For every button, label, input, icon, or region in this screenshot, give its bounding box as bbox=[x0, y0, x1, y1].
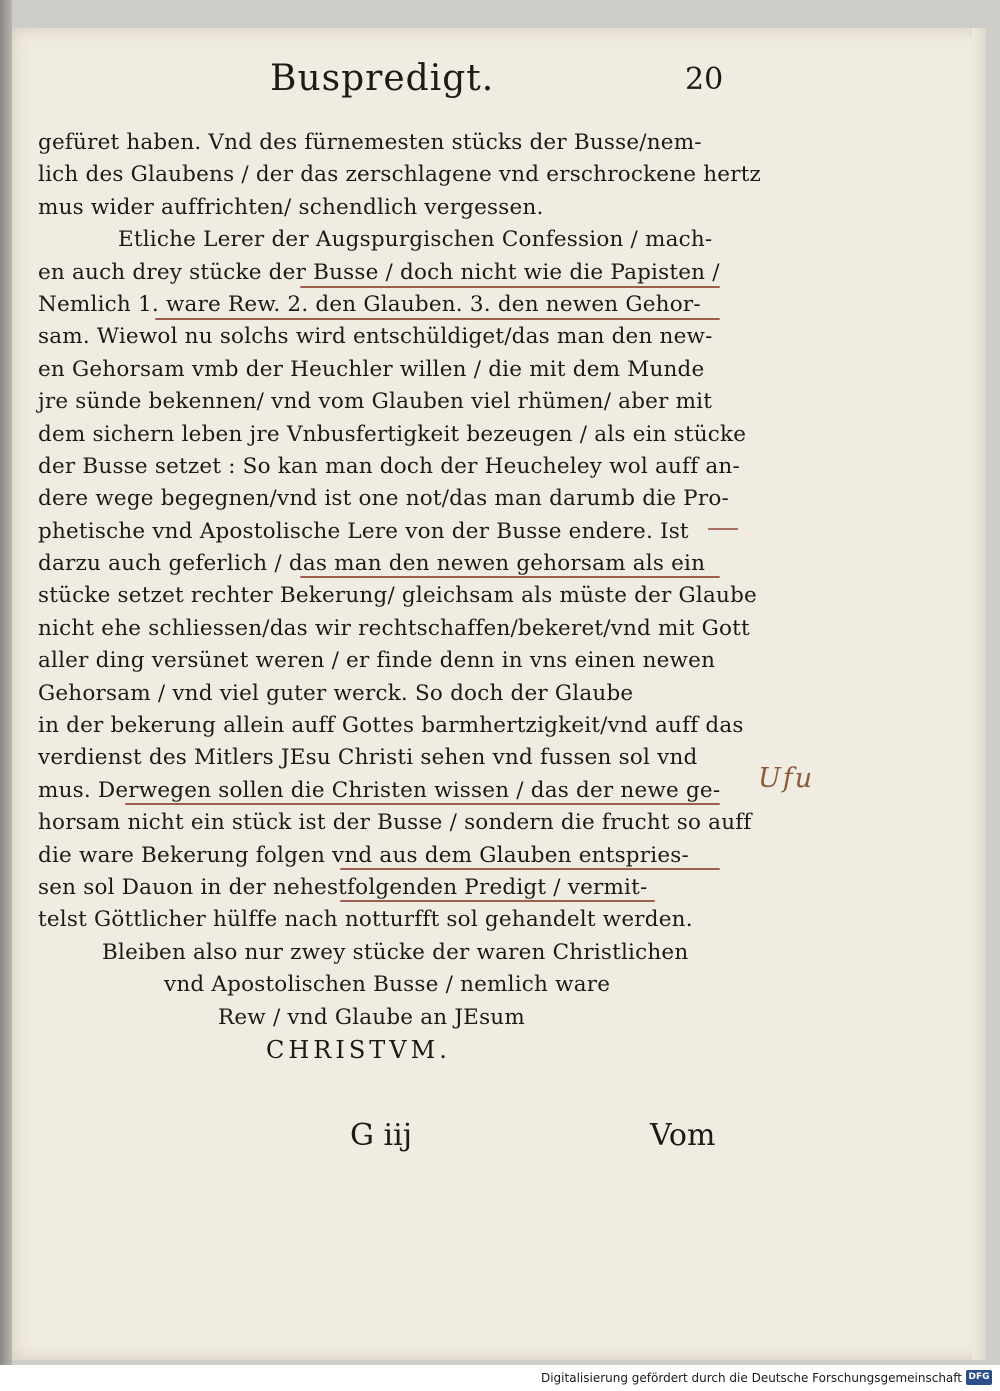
page-edge-shadow bbox=[972, 28, 986, 1360]
text-line: gefüret haben. Vnd des fürnemesten stücks der Busse/nem- bbox=[38, 130, 702, 155]
funding-credit: Digitalisierung gefördert durch die Deutsche Forschungsgemeinschaft bbox=[540, 1371, 962, 1385]
text-line: lich des Glaubens / der das zerschlagene vnd erschrockene hertz bbox=[38, 162, 762, 188]
page-number: 20 bbox=[685, 62, 724, 97]
footer-bar bbox=[0, 1365, 1000, 1391]
text-line: CHRISTVM. bbox=[266, 1035, 451, 1064]
text-line: sen sol Dauon in der nehestfolgenden Predigt / vermit- bbox=[38, 874, 648, 900]
pencil-underline bbox=[300, 286, 720, 288]
text-line: nicht ehe schliessen/das wir rechtschaffen/bekeret/vnd mit Gott bbox=[38, 615, 750, 641]
pencil-underline bbox=[340, 900, 655, 902]
handwritten-margin-note: Ufu bbox=[758, 763, 815, 794]
text-line: telst Göttlicher hülffe nach notturfft sol gehandelt werden. bbox=[38, 907, 693, 933]
pencil-underline bbox=[340, 868, 720, 870]
text-line: Etliche Lerer der Augspurgischen Confession / mach- bbox=[118, 227, 713, 253]
body-text bbox=[38, 127, 762, 1066]
pencil-underline bbox=[155, 318, 720, 320]
text-line: mus wider auffrichten/ schendlich vergessen. bbox=[38, 194, 544, 220]
text-line: horsam nicht ein stück ist der Busse / sondern die frucht so auff bbox=[38, 810, 752, 836]
text-line: Nemlich 1. ware Rew. 2. den Glauben. 3. den newen Gehor- bbox=[38, 291, 701, 317]
text-line: jre sünde bekennen/ vnd vom Glauben viel rhümen/ aber mit bbox=[38, 389, 713, 415]
text-line: en auch drey stücke der Busse / doch nicht wie die Papisten / bbox=[38, 259, 720, 285]
dfg-logo: DFG bbox=[966, 1370, 992, 1385]
text-line: die ware Bekerung folgen vnd aus dem Glauben entspries- bbox=[38, 842, 689, 868]
text-line: sam. Wiewol nu solchs wird entschüldiget/das man den new- bbox=[38, 324, 713, 350]
text-line: Rew / vnd Glaube an JEsum bbox=[218, 1004, 525, 1030]
text-line: Gehorsam / vnd viel guter werck. So doch der Glaube bbox=[38, 680, 634, 706]
text-line: der Busse setzet : So kan man doch der Heucheley wol auff an- bbox=[38, 453, 740, 479]
text-line: stücke setzet rechter Bekerung/ gleichsam als müste der Glaube bbox=[38, 583, 757, 609]
text-line: mus. Derwegen sollen die Christen wissen / das der newe ge- bbox=[38, 777, 721, 803]
signature-mark: G iij bbox=[350, 1118, 412, 1153]
text-line: darzu auch geferlich / das man den newen gehorsam als ein bbox=[38, 551, 706, 577]
text-line: phetische vnd Apostolische Lere von der Busse endere. Ist bbox=[38, 518, 689, 544]
text-line: dem sichern leben jre Vnbusfertigkeit bezeugen / als ein stücke bbox=[38, 421, 747, 447]
text-line: Bleiben also nur zwey stücke der waren Christlichen bbox=[102, 939, 689, 965]
text-line: in der bekerung allein auff Gottes barmhertzigkeit/vnd auff das bbox=[38, 713, 744, 739]
text-line: verdienst des Mitlers JEsu Christi sehen vnd fussen sol vnd bbox=[38, 745, 698, 771]
pencil-underline bbox=[300, 576, 720, 578]
binding-edge bbox=[0, 0, 12, 1365]
pencil-underline bbox=[125, 803, 720, 805]
text-line: aller ding versünet weren / er finde denn in vns einen newen bbox=[38, 648, 716, 674]
catchword: Vom bbox=[650, 1118, 716, 1153]
text-line: dere wege begegnen/vnd ist one not/das man darumb die Pro- bbox=[38, 486, 729, 512]
text-line: vnd Apostolischen Busse / nemlich ware bbox=[164, 972, 611, 998]
running-head: Buspredigt. bbox=[270, 58, 495, 99]
pencil-margin-mark bbox=[708, 528, 738, 530]
text-line: en Gehorsam vmb der Heuchler willen / die mit dem Munde bbox=[38, 356, 705, 382]
